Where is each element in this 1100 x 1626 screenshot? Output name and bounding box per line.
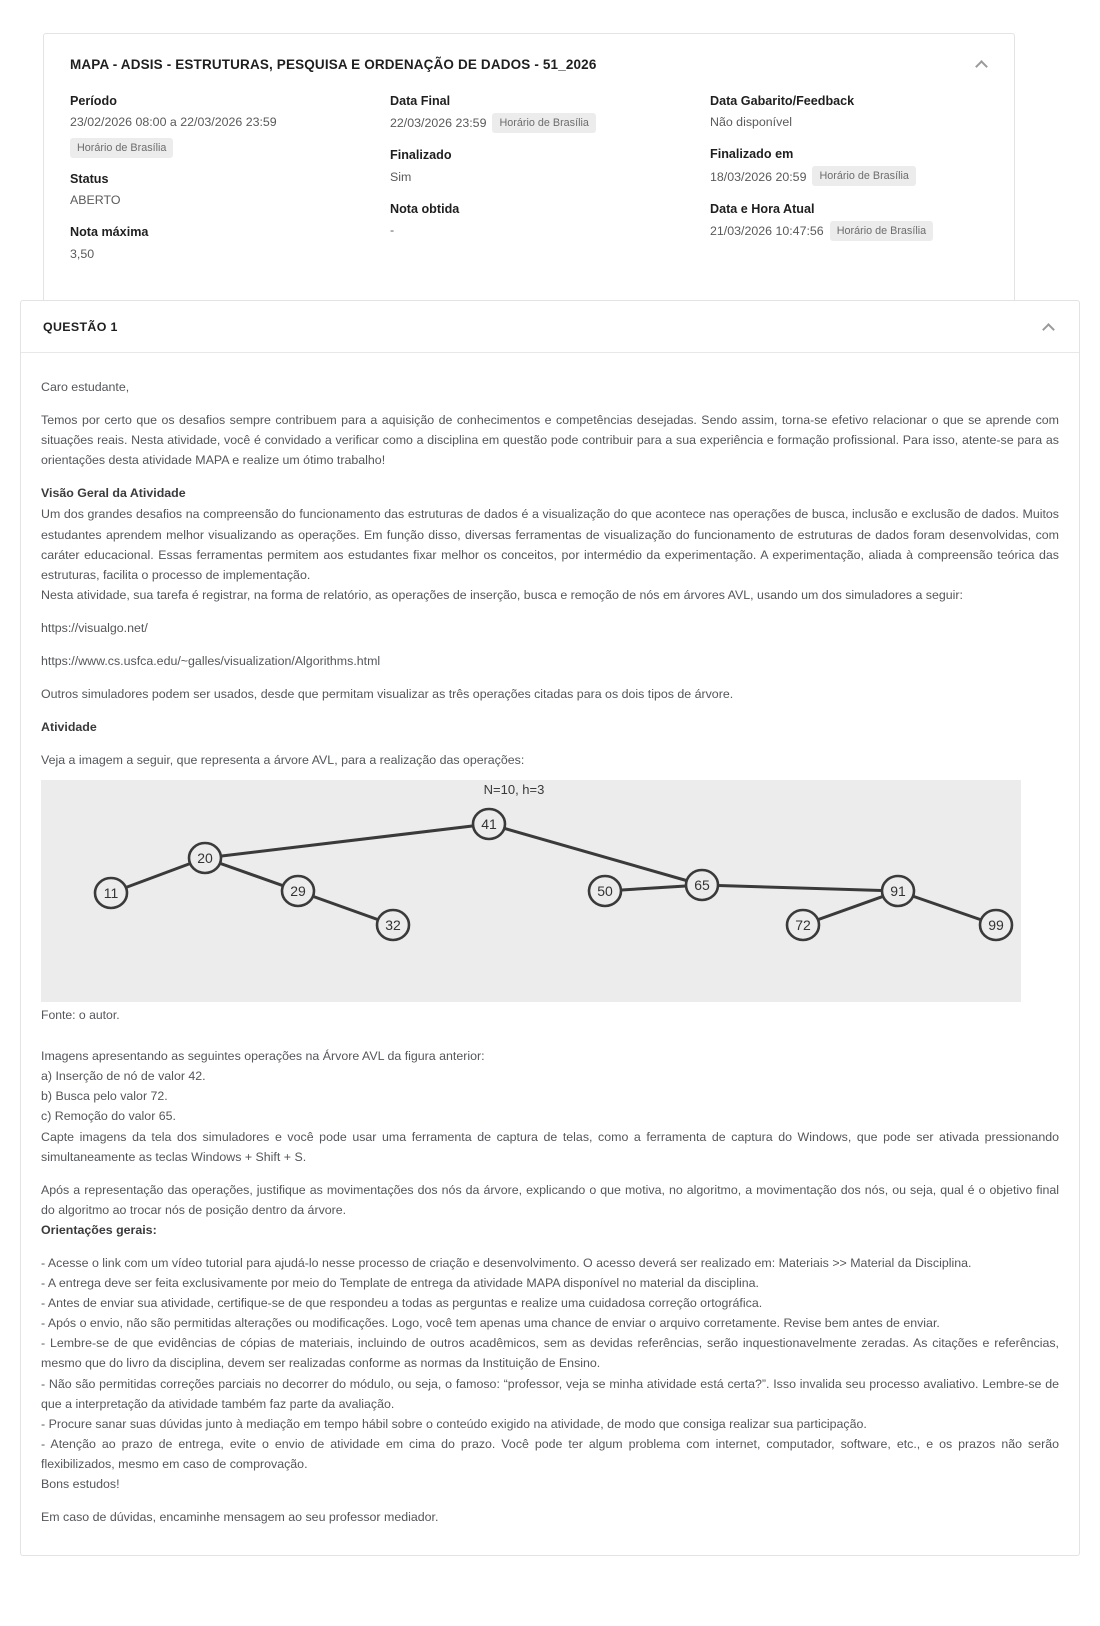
overview-paragraph-2: Nesta atividade, sua tarefa é registrar, na forma de relatório, as operações de inserção, busca e remoção de nós em árvores AVL, usando um dos simuladores a seguir: — [41, 587, 963, 602]
overview-paragraph-1: Um dos grandes desafios na compreensão do funcionamento das estruturas de dados é a visualização do que acontece nas operações de busca, inclusão e exclusão de dados. Muitos estudantes aprendem melhor visualizando as operações. Em função disso, diversas ferramentas de visualização do funcionamento de estruturas de dados foram desenvolvidas, com caráter educacional. Essas ferramentas permitem aos estudantes fixar melhor os conceitos, por intermédio da experimentação. A experimentação, aliada à compreensão teórica das estruturas, facilita o processo de implementação. — [41, 507, 1059, 582]
question-header[interactable] — [21, 301, 1079, 353]
field-label: Finalizado — [390, 148, 452, 163]
assessment-summary-card — [43, 33, 1015, 304]
field-value: 18/03/2026 20:59 — [710, 169, 807, 184]
tree-node-label: 65 — [694, 877, 710, 894]
summary-grid — [70, 92, 988, 277]
operation-b: b) Busca pelo valor 72. — [41, 1089, 168, 1104]
closing-text: Em caso de dúvidas, encaminhe mensagem ao seu professor mediador. — [41, 1510, 439, 1525]
operations-intro: Imagens apresentando as seguintes operações na Árvore AVL da figura anterior: — [41, 1049, 485, 1064]
chevron-up-icon[interactable] — [970, 52, 992, 74]
activity-heading: Atividade — [41, 720, 97, 735]
guideline-item: - Procure sanar suas dúvidas junto à mediação em tempo hábil sobre o conteúdo exigido na atividade, de modo que consiga realizar sua participação. — [41, 1416, 867, 1431]
timezone-badge: Horário de Brasília — [70, 138, 173, 158]
field-value: ABERTO — [70, 193, 121, 208]
guideline-item: - Acesse o link com um vídeo tutorial para ajudá-lo nesse processo de criação e desenvolvimento. O acesso deverá ser realizado em: Materiais >> Material da Disciplina. — [41, 1256, 972, 1271]
tree-node — [95, 878, 127, 908]
overview-heading: Visão Geral da Atividade — [41, 486, 186, 501]
tree-node-label: 41 — [481, 816, 497, 833]
figure-source: Fonte: o autor. — [41, 1008, 120, 1023]
field-nota-obtida — [390, 200, 710, 241]
simulator-link-1[interactable]: https://visualgo.net/ — [41, 620, 148, 635]
tree-node — [980, 910, 1012, 940]
figure-intro: Veja a imagem a seguir, que representa a árvore AVL, para a realização das operações: — [41, 753, 525, 768]
field-label: Status — [70, 171, 109, 186]
tree-node-label: 32 — [385, 917, 401, 934]
field-finalizado-em — [710, 145, 988, 188]
chevron-up-glyph — [1042, 323, 1055, 336]
timezone-badge: Horário de Brasília — [830, 221, 933, 241]
chevron-up-icon[interactable] — [1037, 315, 1059, 337]
simulator-link-2[interactable]: https://www.cs.usfca.edu/~galles/visualization/Algorithms.html — [41, 654, 381, 669]
tree-edge — [702, 885, 898, 891]
operation-c: c) Remoção do valor 65. — [41, 1109, 176, 1124]
tree-edge — [489, 824, 702, 885]
assessment-title: MAPA - ADSIS - ESTRUTURAS, PESQUISA E ORDENAÇÃO DE DADOS - 51_2026 — [70, 57, 597, 72]
field-label: Nota máxima — [70, 225, 149, 240]
tree-node-label: 99 — [988, 917, 1004, 934]
field-label: Finalizado em — [710, 146, 794, 161]
tree-node — [189, 843, 221, 873]
guideline-item: - Não são permitidas correções parciais no decorrer do módulo, ou seja, o famoso: “professor, veja se minha atividade está certa?”. Isso invalida seu processo avaliativo. Lembre-se de que a interpretação da atividade também faz parte da avaliação. — [41, 1376, 1059, 1411]
avl-tree-figure — [41, 780, 1021, 1002]
tree-node — [787, 910, 819, 940]
guideline-item: - A entrega deve ser feita exclusivamente por meio do Template de entrega da atividade MAPA disponível no material da disciplina. — [41, 1276, 759, 1291]
tree-edge — [205, 824, 489, 858]
tree-node — [473, 809, 505, 839]
field-value: - — [390, 223, 395, 238]
guideline-item: - Após o envio, não são permitidas alterações ou modificações. Logo, você tem apenas uma chance de enviar o arquivo corretamente. Revise bem antes de enviar. — [41, 1316, 940, 1331]
chevron-up-glyph — [975, 60, 988, 73]
field-value: Não disponível — [710, 115, 792, 130]
summary-column-2 — [390, 92, 710, 277]
guideline-item: - Atenção ao prazo de entrega, evite o envio de atividade em cima do prazo. Você pode ter algum problema com internet, computador, software, etc., e os prazos não serão flexibilizados, mesmo em caso de comprovação. — [41, 1436, 1059, 1471]
tree-node-label: 29 — [290, 883, 306, 900]
field-nota-maxima — [70, 223, 390, 264]
summary-column-3 — [710, 92, 988, 277]
greeting-text: Caro estudante, — [41, 380, 130, 394]
tree-node — [686, 870, 718, 900]
question-card — [20, 300, 1080, 1556]
tree-node — [882, 876, 914, 906]
tree-node-label: 50 — [597, 883, 613, 900]
field-label: Data Gabarito/Feedback — [710, 93, 855, 108]
tree-node — [377, 910, 409, 940]
field-value: 23/02/2026 08:00 a 22/03/2026 23:59 — [70, 115, 277, 130]
timezone-badge: Horário de Brasília — [492, 113, 595, 133]
field-periodo — [70, 92, 390, 158]
avl-tree-svg — [41, 780, 1021, 1002]
field-data-final — [390, 92, 710, 135]
question-title: QUESTÃO 1 — [43, 320, 118, 334]
field-value: 21/03/2026 10:47:56 — [710, 224, 824, 239]
field-label: Nota obtida — [390, 201, 460, 216]
operation-a: a) Inserção de nó de valor 42. — [41, 1069, 206, 1084]
field-data-gabarito — [710, 92, 988, 133]
timezone-badge: Horário de Brasília — [812, 166, 915, 186]
summary-column-1 — [70, 92, 390, 277]
field-label: Data e Hora Atual — [710, 201, 815, 216]
field-label: Data Final — [390, 93, 451, 108]
field-label: Período — [70, 93, 117, 108]
tree-node-label: 20 — [197, 850, 213, 867]
field-finalizado — [390, 146, 710, 187]
tree-node — [282, 876, 314, 906]
field-value: 22/03/2026 23:59 — [390, 116, 487, 131]
tree-node-label: 91 — [890, 883, 906, 900]
field-value: 3,50 — [70, 246, 95, 261]
tree-stats-label: N=10, h=3 — [483, 782, 545, 798]
field-value: Sim — [390, 169, 412, 184]
simulator-note: Outros simuladores podem ser usados, desde que permitam visualizar as três operações citadas para os dois tipos de árvore. — [41, 687, 734, 702]
tree-node-label: 11 — [103, 885, 119, 902]
tree-node — [589, 876, 621, 906]
guideline-item: - Antes de enviar sua atividade, certifique-se de que respondeu a todas as perguntas e realize uma cuidadosa correção ortográfica. — [41, 1296, 763, 1311]
field-data-hora-atual — [710, 200, 988, 243]
guidelines-heading: Orientações gerais: — [41, 1222, 157, 1237]
intro-paragraph: Temos por certo que os desafios sempre contribuem para a aquisição de conhecimentos e competências desejadas. Sendo assim, torna-se efetivo relacionar o que se aprende com situações reais. Nesta atividade, você é convidado a verificar como a disciplina em questão pode contribuir para a sua experiência e formação profissional. Para isso, atente-se para as orientações desta atividade MAPA e realize um ótimo trabalho! — [41, 413, 1059, 468]
guideline-item: Bons estudos! — [41, 1477, 120, 1492]
guideline-item: - Lembre-se de que evidências de cópias de materiais, incluindo de outros acadêmicos, sem as devidas referências, serão inquestionavelmente zeradas. As citações e referências, mesmo que do livro da disciplina, devem ser realizadas conforme as normas da Instituição de Ensino. — [41, 1336, 1059, 1371]
question-body — [21, 353, 1079, 1555]
field-status — [70, 170, 390, 211]
justify-note: Após a representação das operações, justifique as movimentações dos nós da árvore, explicando o que motiva, no algoritmo, a movimentação dos nós, ou seja, qual é o objetivo final do algoritmo ao trocar nós de posição dentro da árvore. — [41, 1182, 1059, 1217]
capture-note: Capte imagens da tela dos simuladores e você pode usar uma ferramenta de captura de telas, como a ferramenta de captura do Windows, que pode ser ativada pressionando simultaneamente as teclas Windows + Shift + S. — [41, 1129, 1059, 1164]
tree-node-label: 72 — [795, 917, 811, 934]
